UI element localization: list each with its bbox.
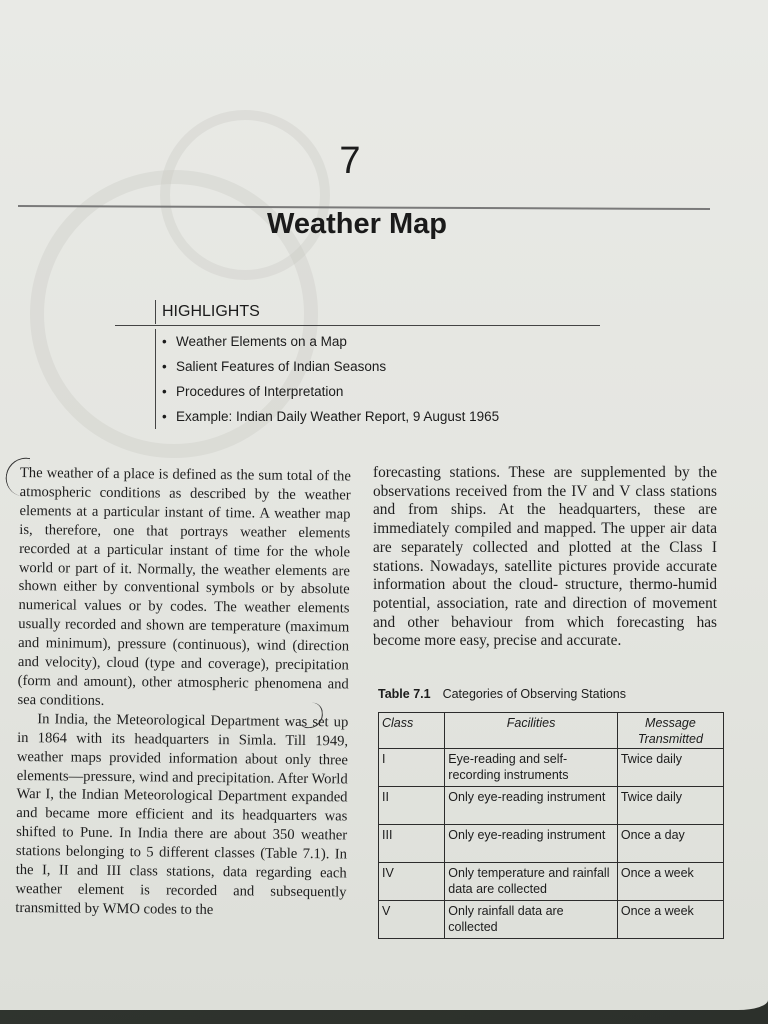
highlights-heading: HIGHLIGHTS	[155, 300, 600, 324]
cell-facilities: Only eye-reading instrument	[445, 825, 618, 863]
table-row	[379, 825, 724, 863]
table-header-row	[379, 713, 724, 749]
table-row	[379, 749, 724, 787]
bleed-through-ring	[160, 110, 330, 280]
cell-class: I	[379, 749, 445, 787]
cell-class: V	[379, 901, 445, 939]
table-caption-text: Categories of Observing Stations	[442, 687, 627, 701]
right-column	[373, 464, 717, 651]
chapter-title: Weather Map	[267, 208, 447, 240]
body-paragraph: forecasting stations. These are supplemented by the observations received from the IV and V class stations and from ships. At the headquarters, these are immediately compiled and mapped. The upper air data are separately collected and plotted at the Class I stations. Nowadays, satellite pictures provide accurate information about the cloud- structure, thermo-humid potential, association, rate and direction of movement and other behaviour from which forecasting has become more easy, precise and accurate.	[373, 464, 717, 650]
cell-facilities: Only eye-reading instrument	[445, 787, 618, 825]
cell-facilities: Only rainfall data are collected	[445, 901, 618, 939]
cell-facilities: Only temperature and rainfall data are collected	[445, 863, 618, 901]
header-message: Message Transmitted	[617, 713, 723, 749]
cell-class: III	[379, 825, 445, 863]
cell-message: Once a week	[617, 901, 723, 939]
table-caption	[378, 687, 723, 701]
chapter-number: 7	[339, 140, 361, 182]
table-row	[379, 863, 724, 901]
cell-facilities: Eye-reading and self-recording instruments	[445, 749, 618, 787]
body-paragraph: In India, the Meteorological Department was set up in 1864 with its headquarters in Simla. Till 1949, weather maps provided information about only three elements—pressure, wind and precipitation. After World War I, the Indian Meteorological Department expanded and became more efficient and its headquarters was shifted to Pune. In India there are about 350 weather stations belonging to 5 different classes (Table 7.1). In the I, II and III class stations, data regarding each weather element is recorded and subsequently transmitted by WMO codes to the	[15, 710, 349, 918]
table-label: Table 7.1	[378, 687, 431, 701]
header-facilities: Facilities	[445, 713, 618, 749]
highlights-list	[155, 329, 600, 429]
highlight-item: • Weather Elements on a Map	[162, 329, 600, 354]
highlights-box	[155, 300, 600, 429]
table-row	[379, 901, 724, 939]
cell-class: II	[379, 787, 445, 825]
cell-message: Once a week	[617, 863, 723, 901]
observing-stations-table	[378, 712, 724, 939]
highlights-rule	[115, 325, 600, 326]
body-paragraph: The weather of a place is defined as the sum total of the atmospheric conditions as described by the weather elements at a particular instant of time. A weather map is, therefore, one that portrays weather elements recorded at a particular instant of time for the whole world or part of it. Normally, the weather elements are shown either by conventional symbols or by absolute numerical values or by codes. The weather elements usually recorded and shown are temperature (maximum and minimum), pressure (continuous), wind (direction and velocity), cloud (type and coverage), precipitation (form and amount), other atmospheric phenomena and sea conditions.	[17, 464, 351, 709]
highlight-item: • Procedures of Interpretation	[162, 379, 600, 404]
table-row	[379, 787, 724, 825]
highlight-item: • Example: Indian Daily Weather Report, 9 August 1965	[162, 404, 600, 429]
highlight-item: • Salient Features of Indian Seasons	[162, 354, 600, 379]
cell-message: Twice daily	[617, 787, 723, 825]
left-column	[15, 464, 351, 921]
cell-message: Twice daily	[617, 749, 723, 787]
header-class: Class	[379, 713, 445, 749]
cell-message: Once a day	[617, 825, 723, 863]
cell-class: IV	[379, 863, 445, 901]
